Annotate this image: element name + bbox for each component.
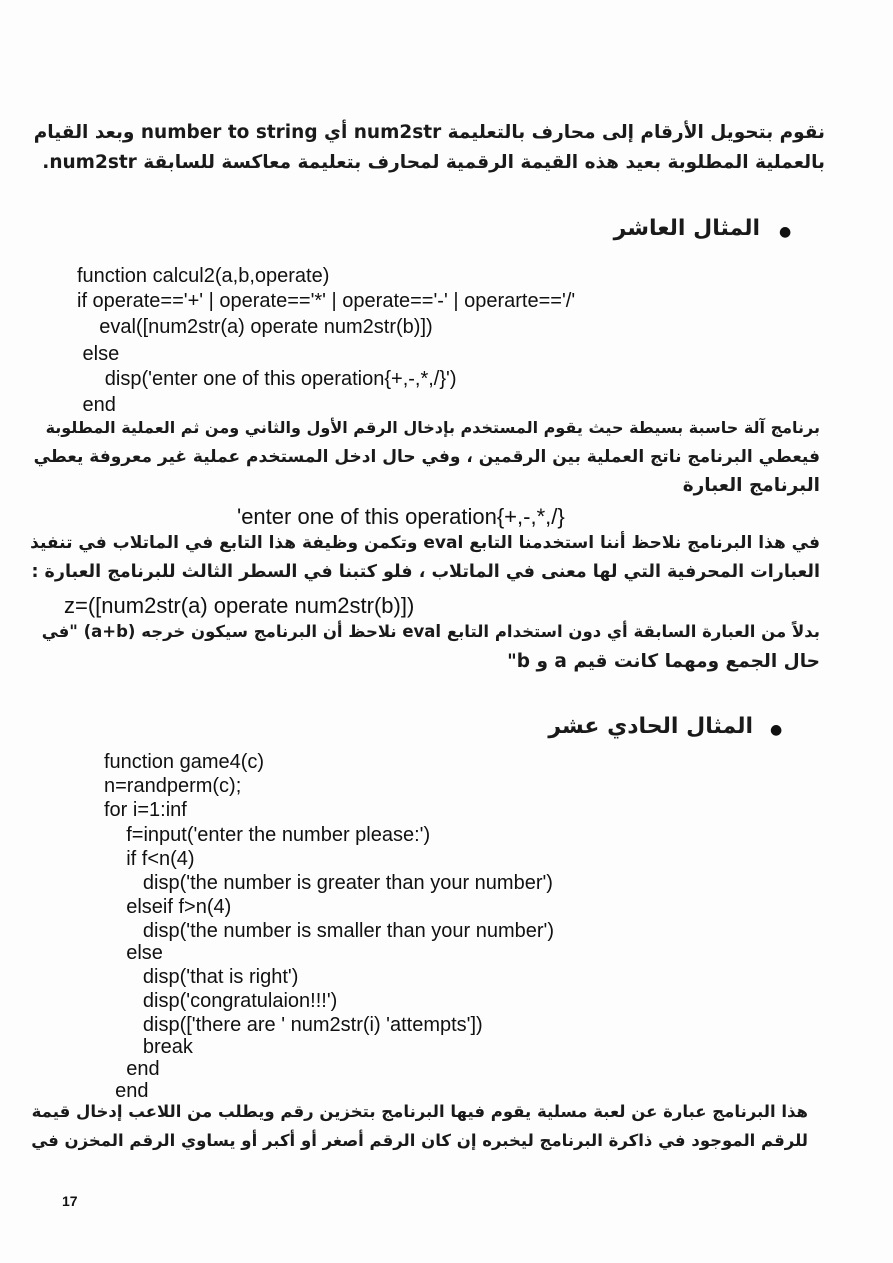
eval-note-line: العبارات المحرفية التي لها معنى في الماتلاب ، فلو كتبنا في السطر الثالث للبرنامج العبارة : xyxy=(31,562,820,582)
code-line: break xyxy=(104,1036,193,1058)
example10-desc-line: البرنامج العبارة xyxy=(682,475,820,496)
code-line: disp('the number is smaller than your number') xyxy=(104,920,555,942)
code-line: disp('that is right') xyxy=(104,966,299,988)
page-number: 17 xyxy=(62,1193,78,1209)
example11-desc-line: للرقم الموجود في ذاكرة البرنامج ليخبره إن كان الرقم أصغر أو أكبر أو يساوي الرقم المخزن في xyxy=(31,1131,808,1150)
code-line: elseif f>n(4) xyxy=(104,896,232,918)
example10-heading: المثال العاشر xyxy=(613,216,760,241)
example11-desc-line: هذا البرنامج عبارة عن لعبة مسلية يقوم فيها البرنامج بتخزين رقم ويطلب من اللاعب إدخال قيمة xyxy=(31,1102,808,1121)
example11-heading: المثال الحادي عشر xyxy=(548,714,753,739)
example10-desc-line: برنامج آلة حاسبة بسيطة حيث يقوم المستخدم بإدخال الرقم الأول والثاني ومن ثم العملية المطلوبة xyxy=(45,418,820,437)
eval-note-line: في هذا البرنامج نلاحظ أننا استخدمنا التابع eval وتكمن وظيفة هذا التابع في الماتلاب في تنفيذ xyxy=(30,533,820,553)
code-line: disp('enter one of this operation{+,-,*,/}') xyxy=(77,368,457,390)
code-line: if operate=='+' | operate=='*' | operate=='-' | operarte=='/' xyxy=(77,290,576,312)
intro-line-2: بالعملية المطلوبة بعيد هذه القيمة الرقمية لمحارف بتعليمة معاكسة للسابقة num2str. xyxy=(42,152,825,173)
code-line: function calcul2(a,b,operate) xyxy=(77,265,330,287)
code-line: function game4(c) xyxy=(104,751,265,773)
bullet-icon: ● xyxy=(779,224,792,240)
z-expression: z=([num2str(a) operate num2str(b)]) xyxy=(64,593,415,618)
intro-line-1: نقوم بتحويل الأرقام إلى محارف بالتعليمة num2str أي number to string وبعد القيام xyxy=(33,122,825,143)
bullet-icon: ● xyxy=(770,722,783,738)
code-line: else xyxy=(104,942,163,964)
example10-desc-line: فيعطي البرنامج ناتج العملية بين الرقمين ، وفي حال ادخل المستخدم عملية غير معروفة يعطي xyxy=(33,447,820,467)
quoted-phrase: 'enter one of this operation{+,-,*,/} xyxy=(237,504,565,529)
code-line: disp('the number is greater than your number') xyxy=(104,872,553,894)
code-line: for i=1:inf xyxy=(104,799,187,821)
code-line: if f<n(4) xyxy=(104,848,195,870)
result-note-line: بدلاً من العبارة السابقة أي دون استخدام التابع eval نلاحظ أن البرنامج سيكون خرجه (a+b) "في xyxy=(41,622,820,641)
code-line: disp('congratulaion!!!') xyxy=(104,990,338,1012)
code-line: else xyxy=(77,343,120,365)
code-line: eval([num2str(a) operate num2str(b)]) xyxy=(77,316,433,338)
code-line: end xyxy=(104,1080,149,1102)
code-line: disp(['there are ' num2str(i) 'attempts']) xyxy=(104,1014,483,1036)
code-line: end xyxy=(104,1058,160,1080)
code-line: n=randperm(c); xyxy=(104,775,242,797)
code-line: f=input('enter the number please:') xyxy=(104,824,431,846)
result-note-line: حال الجمع ومهما كانت قيم a و b" xyxy=(507,651,820,672)
code-line: end xyxy=(77,394,116,416)
